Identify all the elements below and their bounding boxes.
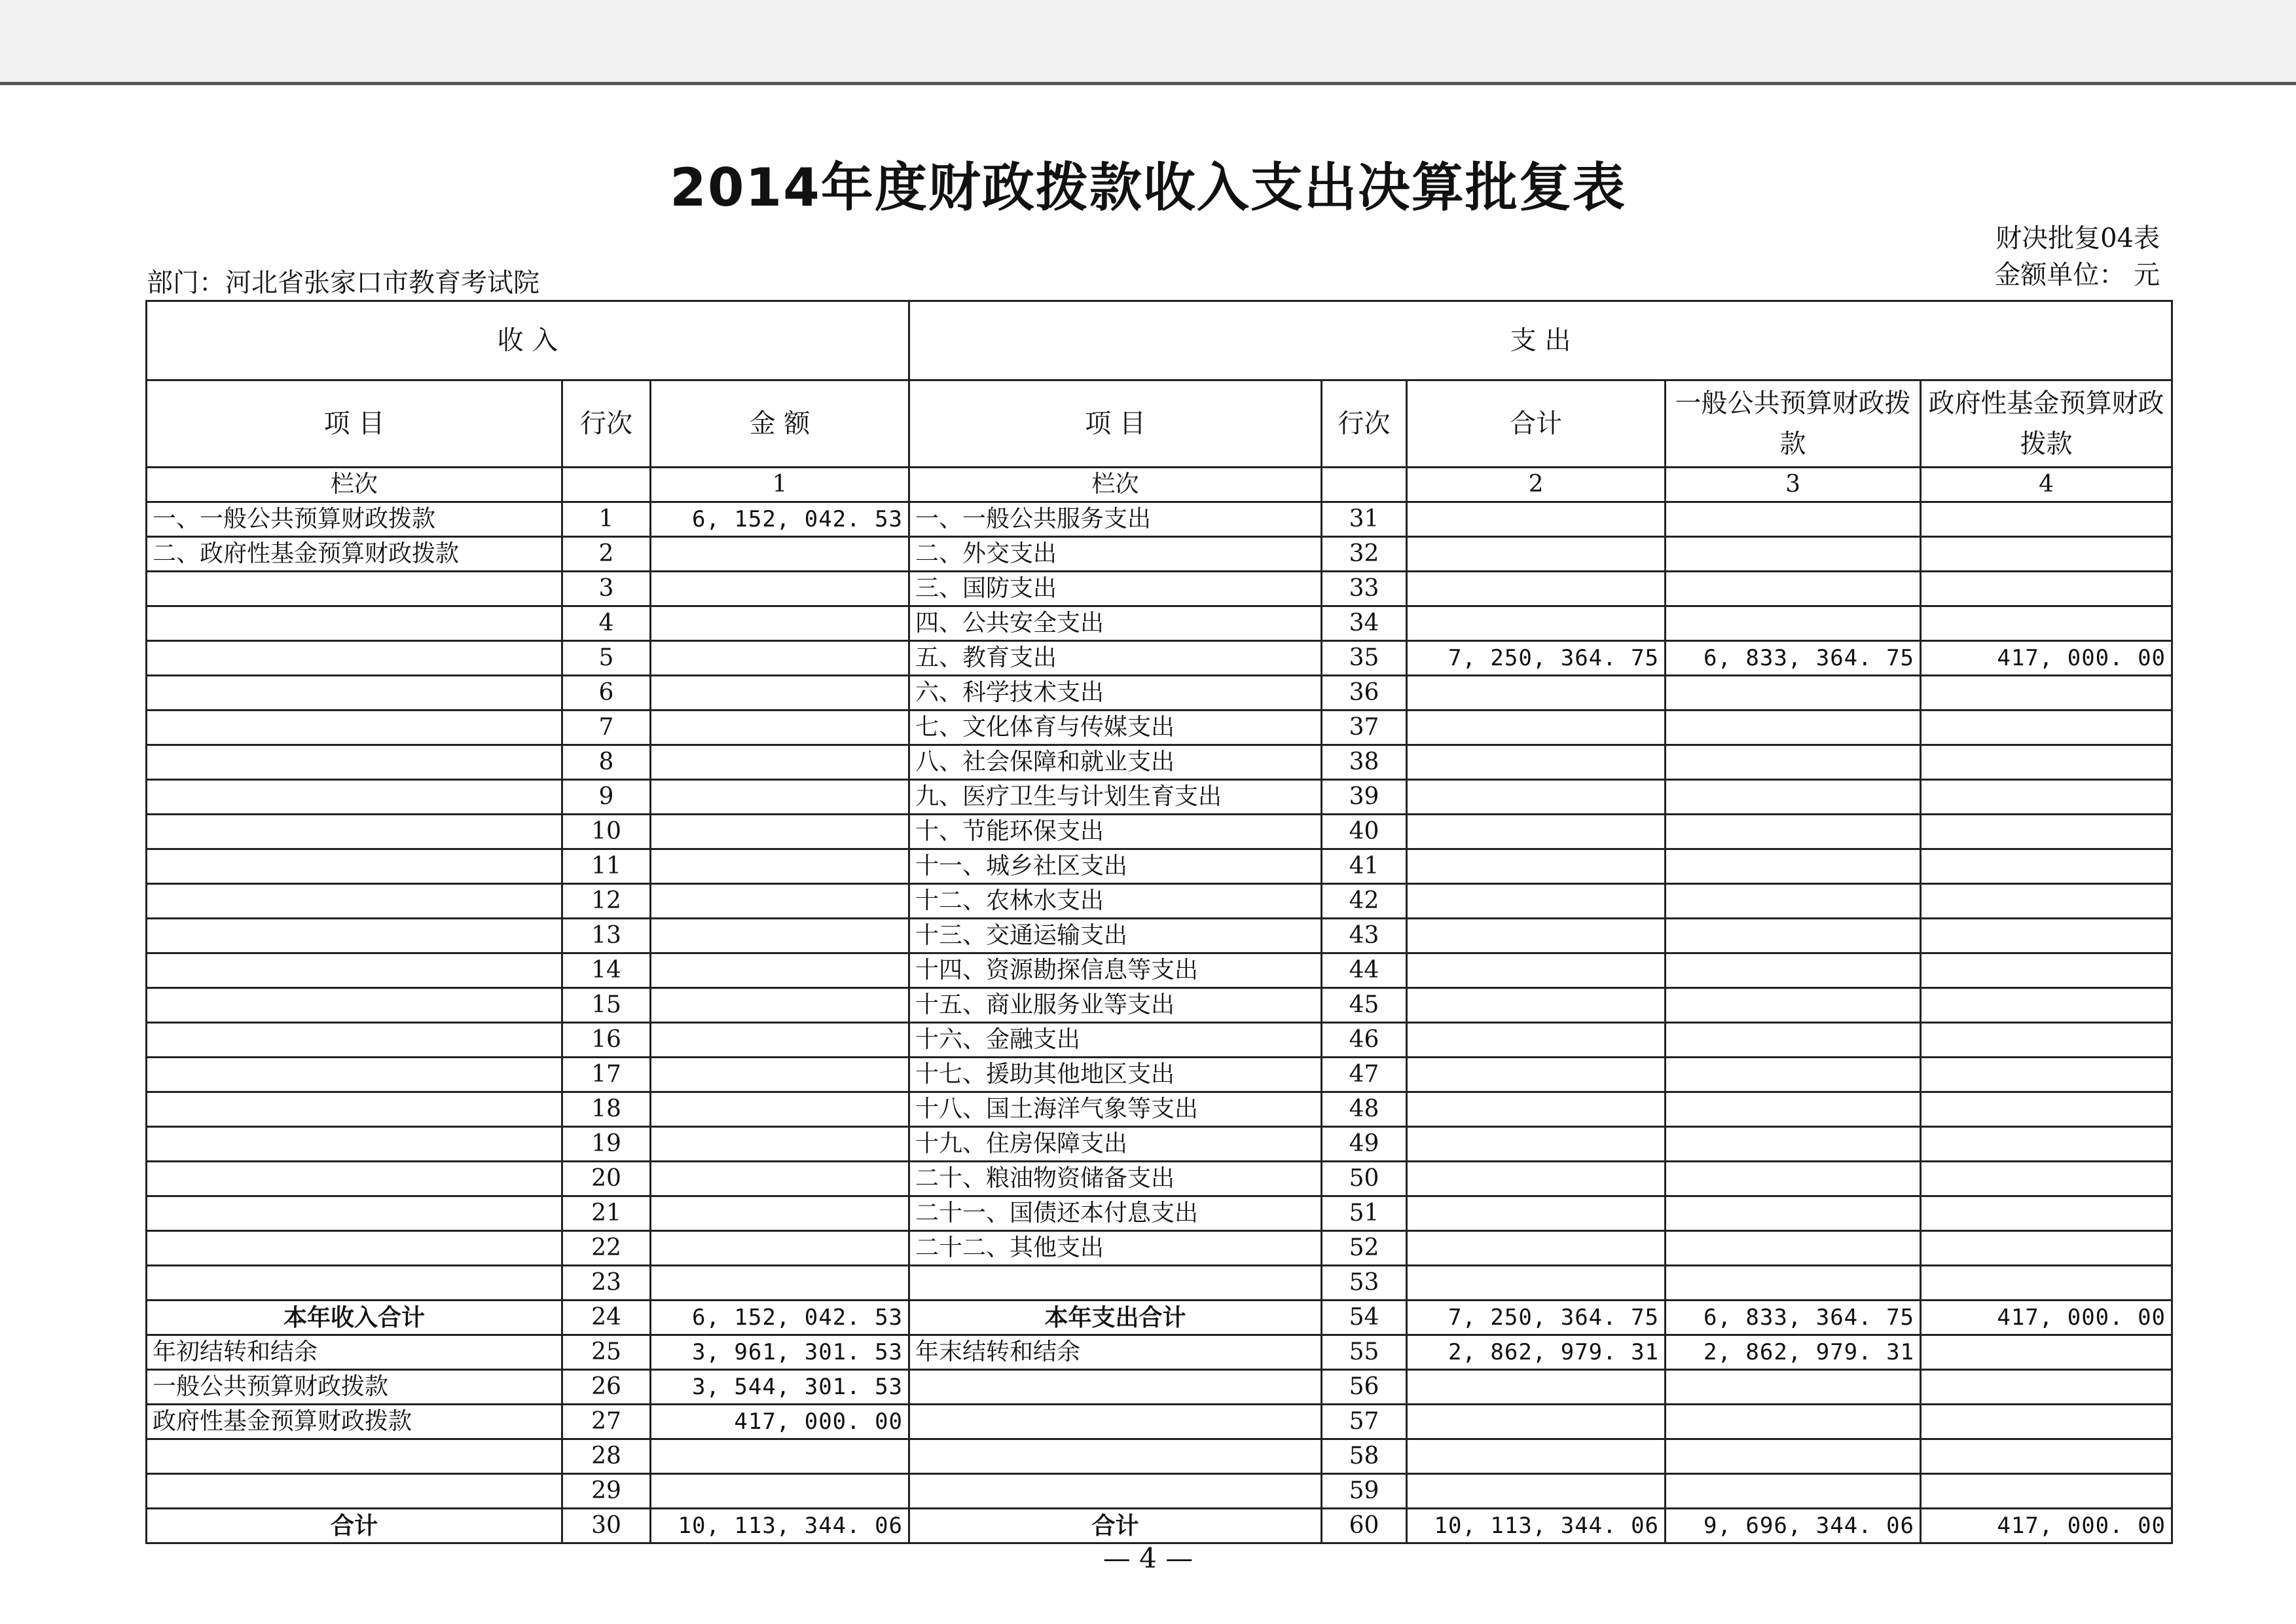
income-amount-cell xyxy=(651,1058,909,1092)
income-item-cell: 本年收入合计 xyxy=(147,1301,562,1335)
income-item-cell xyxy=(147,1092,562,1127)
income-item-cell: 一般公共预算财政拨款 xyxy=(147,1370,562,1405)
expense-item-cell: 二十、粮油物资储备支出 xyxy=(909,1162,1322,1196)
expense-general-cell: 9, 696, 344. 06 xyxy=(1666,1509,1921,1543)
expense-item-cell: 七、文化体育与传媒支出 xyxy=(909,710,1322,745)
expense-item-cell: 十五、商业服务业等支出 xyxy=(909,988,1322,1023)
expense-fund-cell: 417, 000. 00 xyxy=(1921,1301,2172,1335)
income-row-no-cell: 3 xyxy=(562,572,651,606)
expense-total-cell xyxy=(1407,1092,1666,1127)
expense-row-no-cell: 33 xyxy=(1322,572,1407,606)
income-row-no-cell: 11 xyxy=(562,849,651,884)
income-item-cell: 二、政府性基金预算财政拨款 xyxy=(147,537,562,572)
expense-row-no-cell: 47 xyxy=(1322,1058,1407,1092)
income-amount-cell xyxy=(651,710,909,745)
amount-unit: 金额单位： 元 xyxy=(1994,260,2160,290)
expense-row-no-cell: 54 xyxy=(1322,1301,1407,1335)
expense-total-cell xyxy=(1407,1023,1666,1058)
expense-row-no-cell: 49 xyxy=(1322,1127,1407,1162)
expense-general-cell: 6, 833, 364. 75 xyxy=(1666,641,1921,676)
income-row-no-cell: 16 xyxy=(562,1023,651,1058)
expense-row-no-cell: 42 xyxy=(1322,884,1407,919)
table-row xyxy=(147,1162,2172,1196)
expense-item-cell: 合计 xyxy=(909,1509,1322,1543)
expense-total-cell xyxy=(1407,780,1666,815)
table-row xyxy=(147,1474,2172,1509)
expense-fund-cell xyxy=(1921,1092,2172,1127)
expense-row-no-cell: 37 xyxy=(1322,710,1407,745)
expense-fund-cell xyxy=(1921,502,2172,537)
expense-total-cell xyxy=(1407,606,1666,641)
column-header-row xyxy=(147,380,2172,468)
expense-general-cell xyxy=(1666,1023,1921,1058)
expense-general-cell xyxy=(1666,849,1921,884)
expense-fund-cell xyxy=(1921,745,2172,780)
table-row xyxy=(147,849,2172,884)
expense-total-header: 合计 xyxy=(1407,380,1666,468)
income-row-no-cell: 15 xyxy=(562,988,651,1023)
expense-total-cell xyxy=(1407,953,1666,988)
income-amount-cell xyxy=(651,1439,909,1474)
expense-row-no-header: 行次 xyxy=(1322,380,1407,468)
income-item-cell xyxy=(147,815,562,849)
expense-row-no-cell: 56 xyxy=(1322,1370,1407,1405)
expense-item-cell: 二、外交支出 xyxy=(909,537,1322,572)
expense-item-cell: 本年支出合计 xyxy=(909,1301,1322,1335)
income-row-no-cell: 18 xyxy=(562,1092,651,1127)
table-row xyxy=(147,1092,2172,1127)
expense-general-cell xyxy=(1666,676,1921,710)
expense-row-no-cell: 31 xyxy=(1322,502,1407,537)
page-title: 2014年度财政拨款收入支出决算批复表 xyxy=(670,157,1626,218)
expense-fund-cell xyxy=(1921,1023,2172,1058)
expense-total-cell: 2, 862, 979. 31 xyxy=(1407,1335,1666,1370)
expense-item-cell: 十、节能环保支出 xyxy=(909,815,1322,849)
expense-item-cell: 十八、国土海洋气象等支出 xyxy=(909,1092,1322,1127)
expense-fund-cell xyxy=(1921,1058,2172,1092)
expense-general-cell xyxy=(1666,1092,1921,1127)
table-row xyxy=(147,502,2172,537)
expense-total-cell xyxy=(1407,676,1666,710)
table-row xyxy=(147,815,2172,849)
income-item-cell xyxy=(147,606,562,641)
expense-row-no-cell: 45 xyxy=(1322,988,1407,1023)
income-row-no-cell: 8 xyxy=(562,745,651,780)
expense-item-cell: 三、国防支出 xyxy=(909,572,1322,606)
expense-fund-cell xyxy=(1921,1196,2172,1231)
expense-general-cell xyxy=(1666,919,1921,953)
expense-general-cell xyxy=(1666,1370,1921,1405)
income-amount-cell xyxy=(651,1127,909,1162)
expense-item-cell xyxy=(909,1405,1322,1439)
expense-fund-cell xyxy=(1921,815,2172,849)
expense-general-cell: 6, 833, 364. 75 xyxy=(1666,1301,1921,1335)
expense-item-cell: 十一、城乡社区支出 xyxy=(909,849,1322,884)
income-item-cell xyxy=(147,676,562,710)
expense-total-cell xyxy=(1407,1405,1666,1439)
table-row xyxy=(147,1370,2172,1405)
table-row xyxy=(147,1231,2172,1266)
expense-row-no-cell: 52 xyxy=(1322,1231,1407,1266)
income-item-cell: 一、一般公共预算财政拨款 xyxy=(147,502,562,537)
expense-item-cell: 十六、金融支出 xyxy=(909,1023,1322,1058)
income-row-no-cell: 26 xyxy=(562,1370,651,1405)
expense-total-cell xyxy=(1407,572,1666,606)
expense-total-cell xyxy=(1407,919,1666,953)
expense-row-no-cell: 59 xyxy=(1322,1474,1407,1509)
table-row xyxy=(147,1127,2172,1162)
income-row-no-cell: 24 xyxy=(562,1301,651,1335)
income-amount-cell xyxy=(651,780,909,815)
expense-total-cell xyxy=(1407,537,1666,572)
income-col-label: 栏次 xyxy=(147,468,562,502)
expense-fund-cell xyxy=(1921,919,2172,953)
expense-fund-cell xyxy=(1921,988,2172,1023)
table-row xyxy=(147,1405,2172,1439)
expense-total-cell xyxy=(1407,745,1666,780)
expense-item-cell: 二十二、其他支出 xyxy=(909,1231,1322,1266)
income-item-cell xyxy=(147,849,562,884)
expense-total-cell: 7, 250, 364. 75 xyxy=(1407,1301,1666,1335)
expense-general-cell: 2, 862, 979. 31 xyxy=(1666,1335,1921,1370)
section-header-row xyxy=(147,301,2172,380)
table-row xyxy=(147,953,2172,988)
expense-general-cell xyxy=(1666,1196,1921,1231)
expense-general-cell xyxy=(1666,1405,1921,1439)
table-row xyxy=(147,1301,2172,1335)
income-amount-cell xyxy=(651,676,909,710)
income-row-no-cell: 23 xyxy=(562,1266,651,1301)
income-item-cell xyxy=(147,1162,562,1196)
expense-row-no-cell: 36 xyxy=(1322,676,1407,710)
expense-general-cell xyxy=(1666,988,1921,1023)
table-row xyxy=(147,1058,2172,1092)
income-amount-cell xyxy=(651,745,909,780)
expense-fund-cell: 417, 000. 00 xyxy=(1921,641,2172,676)
expense-general-cell xyxy=(1666,606,1921,641)
income-item-cell xyxy=(147,1439,562,1474)
expense-total-cell xyxy=(1407,502,1666,537)
income-row-no-cell: 17 xyxy=(562,1058,651,1092)
income-row-no-cell: 29 xyxy=(562,1474,651,1509)
income-item-cell: 政府性基金预算财政拨款 xyxy=(147,1405,562,1439)
expense-row-no-cell: 32 xyxy=(1322,537,1407,572)
income-row-no-cell: 10 xyxy=(562,815,651,849)
expense-fund-cell xyxy=(1921,1127,2172,1162)
expense-total-cell: 7, 250, 364. 75 xyxy=(1407,641,1666,676)
expense-total-cell xyxy=(1407,1439,1666,1474)
expense-general-cell xyxy=(1666,1266,1921,1301)
income-row-no-cell: 2 xyxy=(562,537,651,572)
expense-fund-cell xyxy=(1921,780,2172,815)
expense-item-cell: 一、一般公共服务支出 xyxy=(909,502,1322,537)
income-amount-cell xyxy=(651,1162,909,1196)
expense-total-cell xyxy=(1407,1474,1666,1509)
expense-fund-cell: 417, 000. 00 xyxy=(1921,1509,2172,1543)
expense-item-cell: 十七、援助其他地区支出 xyxy=(909,1058,1322,1092)
page-number: — 4 — xyxy=(1102,1542,1194,1574)
income-amount-cell xyxy=(651,1023,909,1058)
expense-item-cell xyxy=(909,1439,1322,1474)
department: 部门：河北省张家口市教育考试院 xyxy=(147,268,539,298)
income-section-header: 收 入 xyxy=(147,301,909,380)
expense-row-no-cell: 40 xyxy=(1322,815,1407,849)
income-item-cell xyxy=(147,988,562,1023)
income-amount-cell xyxy=(651,1092,909,1127)
income-item-cell xyxy=(147,953,562,988)
income-item-cell: 年初结转和结余 xyxy=(147,1335,562,1370)
expense-item-cell: 五、教育支出 xyxy=(909,641,1322,676)
income-item-cell xyxy=(147,1474,562,1509)
income-row-no-cell: 7 xyxy=(562,710,651,745)
expense-total-cell xyxy=(1407,1196,1666,1231)
expense-fund-cell xyxy=(1921,1439,2172,1474)
table-row xyxy=(147,745,2172,780)
table-row xyxy=(147,710,2172,745)
expense-col-blank xyxy=(1322,468,1407,502)
expense-general-cell xyxy=(1666,815,1921,849)
expense-general-cell xyxy=(1666,1058,1921,1092)
table-row xyxy=(147,1335,2172,1370)
expense-general-cell xyxy=(1666,1474,1921,1509)
income-row-no-cell: 21 xyxy=(562,1196,651,1231)
gov-fund-header: 政府性基金预算财政拨款 xyxy=(1921,380,2172,468)
table-row xyxy=(147,606,2172,641)
expense-general-cell xyxy=(1666,710,1921,745)
table-code: 财决批复04表 xyxy=(1995,223,2160,253)
expense-col-label: 栏次 xyxy=(909,468,1322,502)
expense-item-cell: 九、医疗卫生与计划生育支出 xyxy=(909,780,1322,815)
expense-row-no-cell: 48 xyxy=(1322,1092,1407,1127)
income-item-cell xyxy=(147,1231,562,1266)
expense-general-cell xyxy=(1666,953,1921,988)
expense-fund-cell xyxy=(1921,606,2172,641)
table-row xyxy=(147,641,2172,676)
expense-fund-cell xyxy=(1921,537,2172,572)
income-amount-cell xyxy=(651,1231,909,1266)
expense-row-no-cell: 51 xyxy=(1322,1196,1407,1231)
table-row xyxy=(147,884,2172,919)
expense-total-cell xyxy=(1407,815,1666,849)
expense-item-cell: 六、科学技术支出 xyxy=(909,676,1322,710)
income-row-no-cell: 9 xyxy=(562,780,651,815)
expense-total-cell xyxy=(1407,884,1666,919)
expense-row-no-cell: 35 xyxy=(1322,641,1407,676)
expense-general-cell xyxy=(1666,780,1921,815)
expense-row-no-cell: 39 xyxy=(1322,780,1407,815)
expense-row-no-cell: 38 xyxy=(1322,745,1407,780)
income-amount-cell: 6, 152, 042. 53 xyxy=(651,1301,909,1335)
expense-fund-cell xyxy=(1921,1162,2172,1196)
income-amount-cell: 417, 000. 00 xyxy=(651,1405,909,1439)
expense-fund-cell xyxy=(1921,849,2172,884)
expense-item-cell: 十二、农林水支出 xyxy=(909,884,1322,919)
income-row-no-cell: 22 xyxy=(562,1231,651,1266)
expense-row-no-cell: 55 xyxy=(1322,1335,1407,1370)
expense-general-cell xyxy=(1666,884,1921,919)
income-row-no-cell: 19 xyxy=(562,1127,651,1162)
expense-col-general-no: 3 xyxy=(1666,468,1921,502)
income-row-no-cell: 12 xyxy=(562,884,651,919)
expense-general-cell xyxy=(1666,537,1921,572)
expense-fund-cell xyxy=(1921,884,2172,919)
income-row-no-cell: 14 xyxy=(562,953,651,988)
income-item-header: 项 目 xyxy=(147,380,562,468)
income-amount-cell xyxy=(651,537,909,572)
income-amount-cell xyxy=(651,1196,909,1231)
income-amount-cell: 3, 544, 301. 53 xyxy=(651,1370,909,1405)
expense-item-cell xyxy=(909,1266,1322,1301)
expense-row-no-cell: 50 xyxy=(1322,1162,1407,1196)
table-row xyxy=(147,676,2172,710)
income-amount-cell: 3, 961, 301. 53 xyxy=(651,1335,909,1370)
expense-general-cell xyxy=(1666,502,1921,537)
expense-total-cell xyxy=(1407,988,1666,1023)
income-row-no-cell: 4 xyxy=(562,606,651,641)
expense-row-no-cell: 53 xyxy=(1322,1266,1407,1301)
income-amount-cell: 10, 113, 344. 06 xyxy=(651,1509,909,1543)
expense-item-cell: 十九、住房保障支出 xyxy=(909,1127,1322,1162)
income-item-cell: 合计 xyxy=(147,1509,562,1543)
expense-item-cell: 十四、资源勘探信息等支出 xyxy=(909,953,1322,988)
income-amount-cell xyxy=(651,572,909,606)
expense-row-no-cell: 43 xyxy=(1322,919,1407,953)
income-amount-cell xyxy=(651,1266,909,1301)
table-row xyxy=(147,1439,2172,1474)
income-row-no-cell: 30 xyxy=(562,1509,651,1543)
table-row xyxy=(147,988,2172,1023)
income-item-cell xyxy=(147,572,562,606)
income-row-no-cell: 28 xyxy=(562,1439,651,1474)
income-item-cell xyxy=(147,1266,562,1301)
income-amount-cell xyxy=(651,919,909,953)
expense-row-no-cell: 41 xyxy=(1322,849,1407,884)
table-row xyxy=(147,1196,2172,1231)
expense-fund-cell xyxy=(1921,1474,2172,1509)
income-row-no-cell: 5 xyxy=(562,641,651,676)
income-item-cell xyxy=(147,1127,562,1162)
income-amount-cell xyxy=(651,641,909,676)
expense-item-cell xyxy=(909,1474,1322,1509)
expense-general-cell xyxy=(1666,1439,1921,1474)
income-amount-header: 金 额 xyxy=(651,380,909,468)
expense-item-header: 项 目 xyxy=(909,380,1322,468)
expense-total-cell xyxy=(1407,1266,1666,1301)
income-item-cell xyxy=(147,884,562,919)
expense-total-cell xyxy=(1407,1127,1666,1162)
scan-top-edge xyxy=(0,0,2296,85)
income-amount-cell xyxy=(651,884,909,919)
general-budget-header: 一般公共预算财政拨款 xyxy=(1666,380,1921,468)
expense-total-cell xyxy=(1407,1058,1666,1092)
table-row xyxy=(147,1509,2172,1543)
income-amount-cell xyxy=(651,953,909,988)
income-amount-cell xyxy=(651,988,909,1023)
income-row-no-cell: 27 xyxy=(562,1405,651,1439)
expense-total-cell xyxy=(1407,710,1666,745)
expense-row-no-cell: 34 xyxy=(1322,606,1407,641)
income-row-no-cell: 25 xyxy=(562,1335,651,1370)
income-item-cell xyxy=(147,1058,562,1092)
expense-fund-cell xyxy=(1921,572,2172,606)
expense-row-no-cell: 46 xyxy=(1322,1023,1407,1058)
income-item-cell xyxy=(147,745,562,780)
income-item-cell xyxy=(147,710,562,745)
income-col-blank xyxy=(562,468,651,502)
expense-item-cell xyxy=(909,1370,1322,1405)
table-row xyxy=(147,537,2172,572)
income-row-no-header: 行次 xyxy=(562,380,651,468)
expense-fund-cell xyxy=(1921,710,2172,745)
expense-general-cell xyxy=(1666,1127,1921,1162)
income-item-cell xyxy=(147,919,562,953)
income-row-no-cell: 20 xyxy=(562,1162,651,1196)
expense-total-cell xyxy=(1407,1162,1666,1196)
expense-fund-cell xyxy=(1921,953,2172,988)
expense-row-no-cell: 44 xyxy=(1322,953,1407,988)
income-amount-cell xyxy=(651,815,909,849)
expense-col-fund-no: 4 xyxy=(1921,468,2172,502)
expense-item-cell: 八、社会保障和就业支出 xyxy=(909,745,1322,780)
expense-col-total-no: 2 xyxy=(1407,468,1666,502)
expense-row-no-cell: 60 xyxy=(1322,1509,1407,1543)
expense-general-cell xyxy=(1666,745,1921,780)
income-row-no-cell: 6 xyxy=(562,676,651,710)
expense-item-cell: 四、公共安全支出 xyxy=(909,606,1322,641)
expense-general-cell xyxy=(1666,572,1921,606)
expense-fund-cell xyxy=(1921,676,2172,710)
expense-total-cell xyxy=(1407,1370,1666,1405)
table-row xyxy=(147,780,2172,815)
income-row-no-cell: 1 xyxy=(562,502,651,537)
income-amount-cell xyxy=(651,849,909,884)
appropriation-table xyxy=(145,300,2173,1544)
expense-section-header: 支 出 xyxy=(909,301,2172,380)
income-amount-cell: 6, 152, 042. 53 xyxy=(651,502,909,537)
expense-fund-cell xyxy=(1921,1335,2172,1370)
expense-row-no-cell: 58 xyxy=(1322,1439,1407,1474)
table-row xyxy=(147,919,2172,953)
income-item-cell xyxy=(147,780,562,815)
income-col-amount-no: 1 xyxy=(651,468,909,502)
expense-fund-cell xyxy=(1921,1266,2172,1301)
expense-general-cell xyxy=(1666,1162,1921,1196)
expense-item-cell: 十三、交通运输支出 xyxy=(909,919,1322,953)
income-amount-cell xyxy=(651,606,909,641)
income-row-no-cell: 13 xyxy=(562,919,651,953)
expense-general-cell xyxy=(1666,1231,1921,1266)
table-row xyxy=(147,1266,2172,1301)
expense-item-cell: 二十一、国债还本付息支出 xyxy=(909,1196,1322,1231)
expense-fund-cell xyxy=(1921,1231,2172,1266)
table-row xyxy=(147,572,2172,606)
income-amount-cell xyxy=(651,1474,909,1509)
expense-fund-cell xyxy=(1921,1405,2172,1439)
income-item-cell xyxy=(147,641,562,676)
income-item-cell xyxy=(147,1196,562,1231)
table-row xyxy=(147,1023,2172,1058)
expense-item-cell: 年末结转和结余 xyxy=(909,1335,1322,1370)
expense-total-cell: 10, 113, 344. 06 xyxy=(1407,1509,1666,1543)
expense-row-no-cell: 57 xyxy=(1322,1405,1407,1439)
expense-total-cell xyxy=(1407,1231,1666,1266)
expense-total-cell xyxy=(1407,849,1666,884)
income-item-cell xyxy=(147,1023,562,1058)
column-number-row xyxy=(147,468,2172,502)
expense-fund-cell xyxy=(1921,1370,2172,1405)
